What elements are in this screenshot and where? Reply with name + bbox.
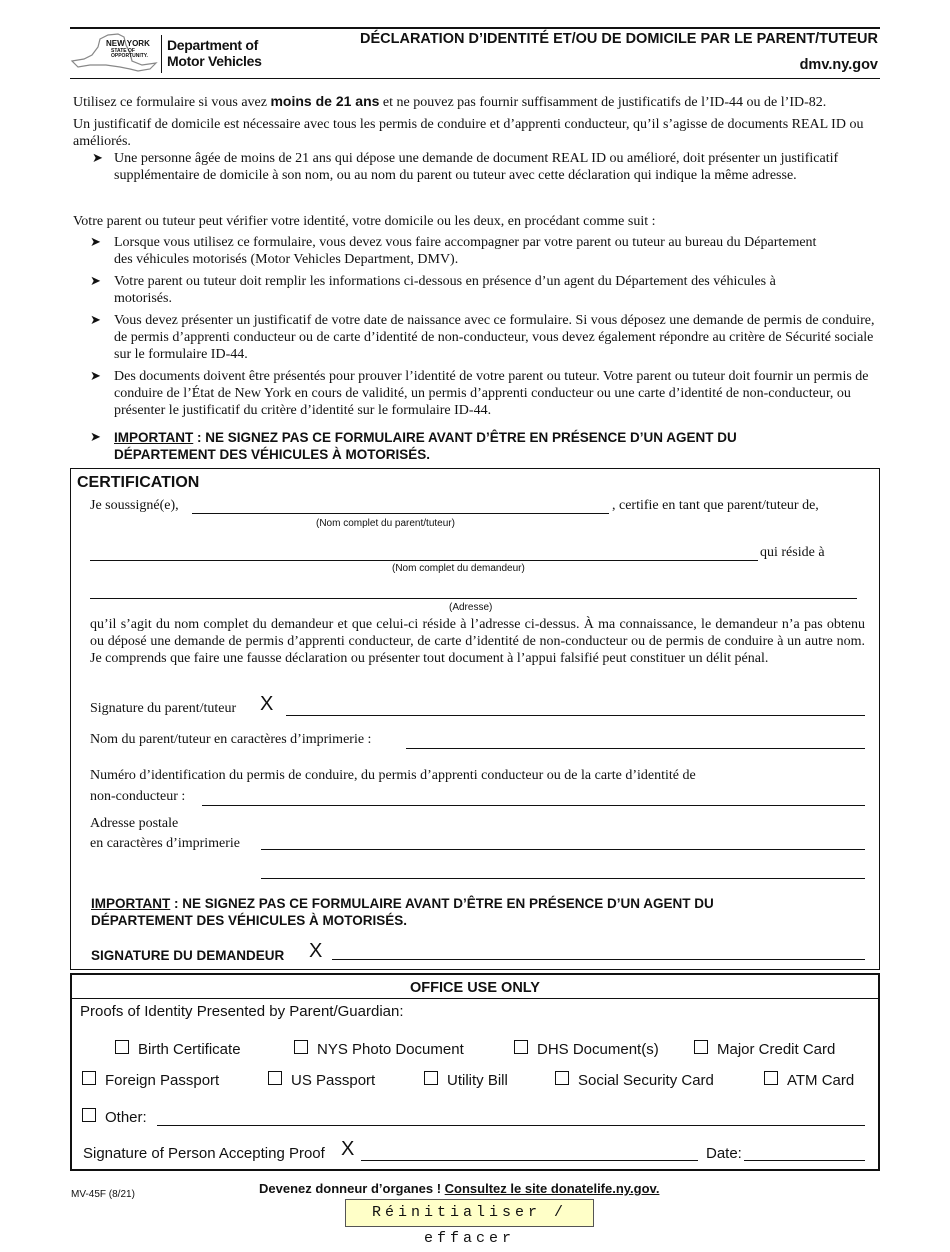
nys-photo-document-checkbox[interactable] — [294, 1040, 308, 1054]
donor-link[interactable]: Consultez le site donatelife.ny.gov. — [444, 1181, 660, 1196]
dmv-logo — [70, 31, 270, 77]
form-title: DÉCLARATION D’IDENTITÉ ET/OU DE DOMICILE PAR LE PARENT/TUTEUR — [360, 31, 878, 47]
id-number-label-2: non-conducteur : — [90, 789, 186, 804]
top-rule — [70, 27, 880, 29]
us-passport-checkbox[interactable] — [268, 1071, 282, 1085]
dmv-url[interactable]: dmv.ny.gov — [799, 57, 878, 73]
header-rule — [70, 78, 880, 79]
certification-title: CERTIFICATION — [77, 474, 200, 491]
reset-button-label: Réinitialiser / effacer — [371, 1204, 568, 1247]
mailing-address-field-2[interactable] — [261, 878, 865, 879]
intro-bullet-3: Vous devez présenter un justificatif de votre date de naissance avec ce formulaire. Si vous déposez une demande de permis de conduire, de permis d’apprenti conducteur ou de carte d’identité de non-conducteur, vous devez également répondre au critère de Sécurité sociale sur le formulaire ID-44. — [114, 313, 875, 362]
id-number-field[interactable] — [202, 805, 865, 806]
applicant-name-field[interactable] — [90, 560, 758, 561]
intro-bullet-4: Des documents doivent être présentés pour prouver l’identité de votre parent ou tuteur. Votre parent ou tuteur doit fournir un permis de conduire de l’État de New York en cours de validité, un permis d’apprenti conducteur ou une carte d’identité de non-conducteur, ou présenter le justificatif du critère d’identité sur le formulaire ID-44. — [114, 369, 869, 418]
id-number-label-1: Numéro d’identification du permis de conduire, du permis d’apprenti conducteur ou de la carte d’identité de — [90, 768, 696, 783]
other-label: Other: — [105, 1109, 147, 1126]
important-label: IMPORTANT — [91, 896, 171, 911]
intro-p1-text-after: et ne pouvez pas fournir suffisamment de justificatifs de l’ID-44 ou de l’ID-82. — [379, 95, 827, 110]
other-field[interactable] — [157, 1125, 865, 1126]
address-caption: (Adresse) — [449, 602, 493, 613]
accepting-signature-field[interactable] — [361, 1160, 698, 1161]
proofs-label: Proofs of Identity Presented by Parent/Guardian: — [80, 1003, 404, 1020]
utility-bill-checkbox[interactable] — [424, 1071, 438, 1085]
signature-x-mark: X — [341, 1138, 355, 1160]
intro-important — [114, 429, 834, 463]
parent-name-caption: (Nom complet du parent/tuteur) — [316, 518, 455, 529]
intro-p1-bold: moins de 21 ans — [270, 93, 380, 109]
dept-name-1: Department of — [167, 37, 258, 53]
bullet-arrow-icon: ➤ — [92, 150, 103, 165]
intro-p1-text: Utilisez ce formulaire si vous avez — [73, 95, 271, 110]
parent-signature-field[interactable] — [286, 715, 865, 716]
foreign-passport-label: Foreign Passport — [105, 1072, 220, 1089]
donor-line — [259, 1181, 659, 1196]
major-credit-card-label: Major Credit Card — [717, 1041, 836, 1058]
parent-name-field[interactable] — [192, 513, 609, 514]
nys-photo-document-label: NYS Photo Document — [317, 1041, 464, 1058]
form-id: MV-45F (8/21) — [71, 1189, 135, 1200]
intro-paragraph-2-bullet: Une personne âgée de moins de 21 ans qui dépose une demande de document REAL ID ou amélioré, doit présenter un justificatif supplémentaire de domicile à son nom, ou au nom du parent ou tuteur avec cette déclaration qui indique la même adresse. — [114, 151, 839, 183]
date-label: Date: — [706, 1145, 742, 1162]
bullet-arrow-icon: ➤ — [90, 429, 101, 444]
state-tagline-2: OPPORTUNITY. — [111, 53, 148, 59]
parent-name-print-label: Nom du parent/tuteur en caractères d’imprimerie : — [90, 732, 372, 747]
important-text: : NE SIGNEZ PAS CE FORMULAIRE AVANT D’ÊTRE EN PRÉSENCE D’UN AGENT DU DÉPARTEMENT DES VÉHICULES À MOTORISÉS. — [114, 430, 737, 462]
certification-statement: qu’il s’agit du nom complet du demandeur et que celui-ci réside à l’adresse ci-dessus. À ma connaissance, le demandeur n’a pas obtenu ou déposé une demande de permis d’apprenti conducteur, de carte d’identité de non-conducteur ou de permis de conduire à un autre nom. Je comprends que faire une fausse déclaration ou présenter tout document à l’appui falsifié peut constituer un délit pénal. — [90, 617, 865, 666]
important-label: IMPORTANT — [114, 430, 194, 445]
applicant-signature-label: SIGNATURE DU DEMANDEUR — [91, 948, 285, 963]
applicant-name-caption: (Nom complet du demandeur) — [392, 563, 525, 574]
office-use-header-rule — [72, 998, 878, 999]
logo-divider — [161, 35, 162, 73]
dept-name-2: Motor Vehicles — [167, 53, 262, 69]
atm-card-label: ATM Card — [787, 1072, 855, 1089]
intro-paragraph-3: Votre parent ou tuteur peut vérifier votre identité, votre domicile ou les deux, en procédant comme suit : — [73, 214, 656, 229]
applicant-signature-field[interactable] — [332, 959, 865, 960]
major-credit-card-checkbox[interactable] — [694, 1040, 708, 1054]
mailing-address-field-1[interactable] — [261, 849, 865, 850]
intro-bullet-1: Lorsque vous utilisez ce formulaire, vous devez vous faire accompagner par votre parent ou tuteur au bureau du Département des véhicules motorisés (Motor Vehicles Department, DMV). — [114, 235, 817, 267]
soussigne-label: Je soussigné(e), — [90, 498, 179, 513]
bullet-arrow-icon: ➤ — [90, 312, 101, 327]
intro-paragraph-1 — [73, 93, 883, 111]
date-field[interactable] — [744, 1160, 865, 1161]
birth-certificate-checkbox[interactable] — [115, 1040, 129, 1054]
state-name: NEW YORK — [106, 39, 150, 48]
bullet-arrow-icon: ➤ — [90, 368, 101, 383]
certifie-label: , certifie en tant que parent/tuteur de, — [612, 498, 819, 513]
intro-bullet-2: Votre parent ou tuteur doit remplir les informations ci-dessous en présence d’un agent du Département des véhicules à motorisés. — [114, 274, 776, 306]
office-use-title: OFFICE USE ONLY — [410, 980, 540, 996]
certification-important — [91, 895, 811, 929]
important-text: : NE SIGNEZ PAS CE FORMULAIRE AVANT D’ÊTRE EN PRÉSENCE D’UN AGENT DU DÉPARTEMENT DES VÉHICULES À MOTORISÉS. — [91, 896, 714, 928]
reset-button[interactable] — [345, 1199, 594, 1247]
mailing-address-label-2: en caractères d’imprimerie — [90, 836, 241, 851]
parent-name-print-field[interactable] — [406, 748, 865, 749]
parent-signature-label: Signature du parent/tuteur — [90, 701, 237, 716]
dhs-documents-label: DHS Document(s) — [537, 1041, 659, 1058]
dhs-documents-checkbox[interactable] — [514, 1040, 528, 1054]
us-passport-label: US Passport — [291, 1072, 376, 1089]
other-checkbox[interactable] — [82, 1108, 96, 1122]
utility-bill-label: Utility Bill — [447, 1072, 508, 1089]
state-tagline-1: STATE OF — [111, 48, 135, 54]
birth-certificate-label: Birth Certificate — [138, 1041, 241, 1058]
social-security-card-label: Social Security Card — [578, 1072, 714, 1089]
reside-label: qui réside à — [760, 545, 825, 560]
signature-x-mark: X — [260, 693, 274, 715]
atm-card-checkbox[interactable] — [764, 1071, 778, 1085]
donor-text: Devenez donneur d’organes ! — [259, 1181, 445, 1196]
bullet-arrow-icon: ➤ — [90, 234, 101, 249]
address-field[interactable] — [90, 598, 857, 599]
social-security-card-checkbox[interactable] — [555, 1071, 569, 1085]
mailing-address-label-1: Adresse postale — [90, 816, 179, 831]
signature-x-mark: X — [309, 940, 323, 962]
bullet-arrow-icon: ➤ — [90, 273, 101, 288]
foreign-passport-checkbox[interactable] — [82, 1071, 96, 1085]
intro-paragraph-2: Un justificatif de domicile est nécessaire avec tous les permis de conduire et d’apprenti conducteur, qu’il s’agisse de documents REAL ID ou améliorés. — [73, 117, 864, 149]
accepting-signature-label: Signature of Person Accepting Proof — [83, 1145, 325, 1162]
